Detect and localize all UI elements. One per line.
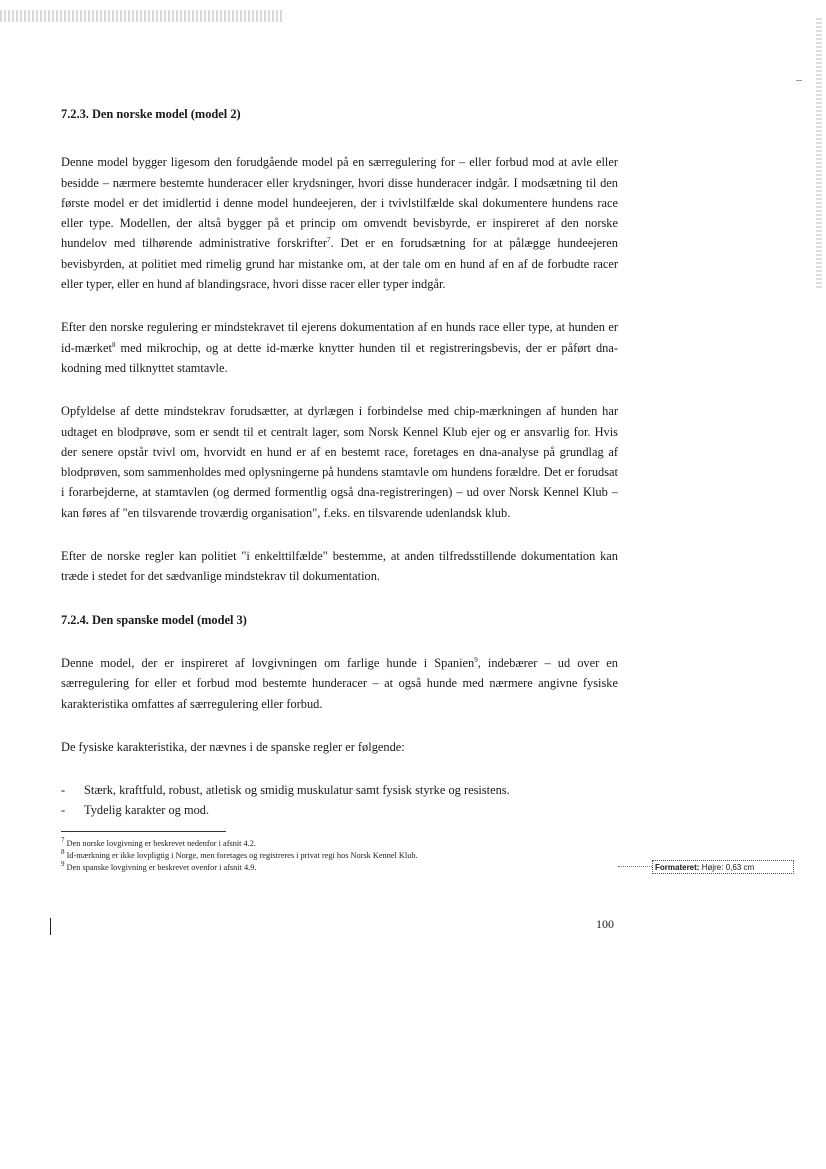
paragraph-dna-analysis: Opfyldelse af dette mindstekrav forudsætter, at dyrlægen i forbindelse med chip-mærkningen af hunden har udtaget en blodprøve, som er sendt til et centralt lager, som Norsk Kennel Klub ejer og er ansvarlig for. Hvis der senere opstår tvivl om, hvorvidt en hund er af en bestemt race, foretages en dna-analyse på grundlag af blodprøven, som sammenholdes med oplysningerne på hundens stamtavle om hundens forældre. Det er forudsat i forarbejderne, at stamtavlen (og dermed formentlig også dna-registreringen) – ud over Norsk Kennel Klub – kan føres af "en tilsvarende troværdig organisation", f.eks. en tilsvarende udenlandsk klub. [61, 404, 618, 520]
section-heading-7-2-4: 7.2.4. Den spanske model (model 3) [61, 612, 247, 627]
comment-connector-line [618, 866, 652, 867]
format-change-label: Formateret: [655, 863, 700, 872]
characteristics-list [61, 780, 618, 821]
footnote-number: 8 [61, 848, 65, 857]
list-item: - Stærk, kraftfuld, robust, atletisk og smidig muskulatur samt fysisk styrke og resistens. [61, 780, 618, 800]
section-heading-7-2-3: 7.2.3. Den norske model (model 2) [61, 107, 241, 121]
footnote-text: Den spanske lovgivning er beskrevet ovenfor i afsnit 4.9. [66, 863, 257, 872]
list-item: - Tydelig karakter og mod. [61, 800, 618, 820]
footnote-text: Den norske lovgivning er beskrevet nedenfor i afsnit 4.2. [66, 839, 256, 848]
paragraph-minimum-requirement [61, 317, 618, 378]
document-body [61, 104, 618, 821]
footnote-ref-7[interactable]: 7 [327, 236, 331, 245]
change-bar [50, 918, 51, 935]
scan-tick-mark [796, 80, 802, 81]
paragraph-text: , indebærer – ud over en særregulering for eller et forbud mod bestemte hunderacer – at også hunde med nærmere angivne fysiske karakteristika omfattes af særregulering eller forbud. [61, 655, 618, 711]
paragraph-police-discretion: Efter de norske regler kan politiet "i enkelttilfælde" bestemme, at anden tilfredsstillende dokumentation kan træde i stedet for det sædvanlige mindstekrav til dokumentation. [61, 549, 618, 584]
footnote-number: 7 [61, 836, 65, 845]
footnote-separator [61, 831, 226, 832]
scan-artifact-right [816, 18, 822, 288]
paragraph-text: Denne model bygger ligesom den forudgående model på en særregulering for – eller forbud mod at avle eller besidde – nærmere bestemte hunderacer eller krydsninger, hvori disse hunderacer indgår. I modsætning til den første model er det imidlertid i denne model hundeejeren, der i tvivlstilfælde skal dokumentere hundens race eller type. Modellen, der altså bygger på et princip om omvendt bevisbyrde, er inspireret af den norske hundelov med tilhørende administrative forskrifter [61, 155, 618, 251]
paragraph-text: Denne model, der er inspireret af lovgivningen om farlige hunde i Spanien [61, 655, 475, 670]
footnote-ref-9[interactable]: 9 [474, 655, 478, 664]
footnote-item [61, 838, 621, 850]
paragraph-norwegian-model-intro [61, 152, 618, 294]
page-number: 100 [596, 917, 614, 931]
paragraph-text: med mikrochip, og at dette id-mærke knytter hunden til et registreringsbevis, der er påført dna-kodning med tilknyttet stamtavle. [61, 340, 618, 375]
footnote-number: 9 [61, 860, 65, 869]
footnote-text: Id-mærkning er ikke lovpligtig i Norge, men foretages og registreres i privat regi hos Norsk Kennel Klub. [66, 851, 418, 860]
format-change-balloon[interactable] [652, 860, 794, 874]
paragraph-physical-characteristics-intro: De fysiske karakteristika, der nævnes i de spanske regler er følgende: [61, 739, 405, 754]
scan-artifact-top [0, 10, 282, 22]
footnotes [61, 838, 621, 874]
footnote-item [61, 862, 621, 874]
footnote-item [61, 850, 621, 862]
format-change-text: Højre: 0,63 cm [701, 863, 755, 872]
paragraph-text: Efter den norske regulering er mindstekravet til ejerens dokumentation af en hunds race eller type, at hunden er id-mærket [61, 320, 618, 355]
footnote-ref-8[interactable]: 8 [111, 340, 116, 349]
paragraph-spanish-model-intro [61, 653, 618, 714]
paragraph-text: . Det er en forudsætning for at pålægge hundeejeren bevisbyrden, at politiet med rimelig grund har mistanke om, at der tale om en hund af en af de forbudte racer eller typer, eller en hund af blandingsrace, hvori disse racer eller typer indgår. [61, 236, 619, 292]
